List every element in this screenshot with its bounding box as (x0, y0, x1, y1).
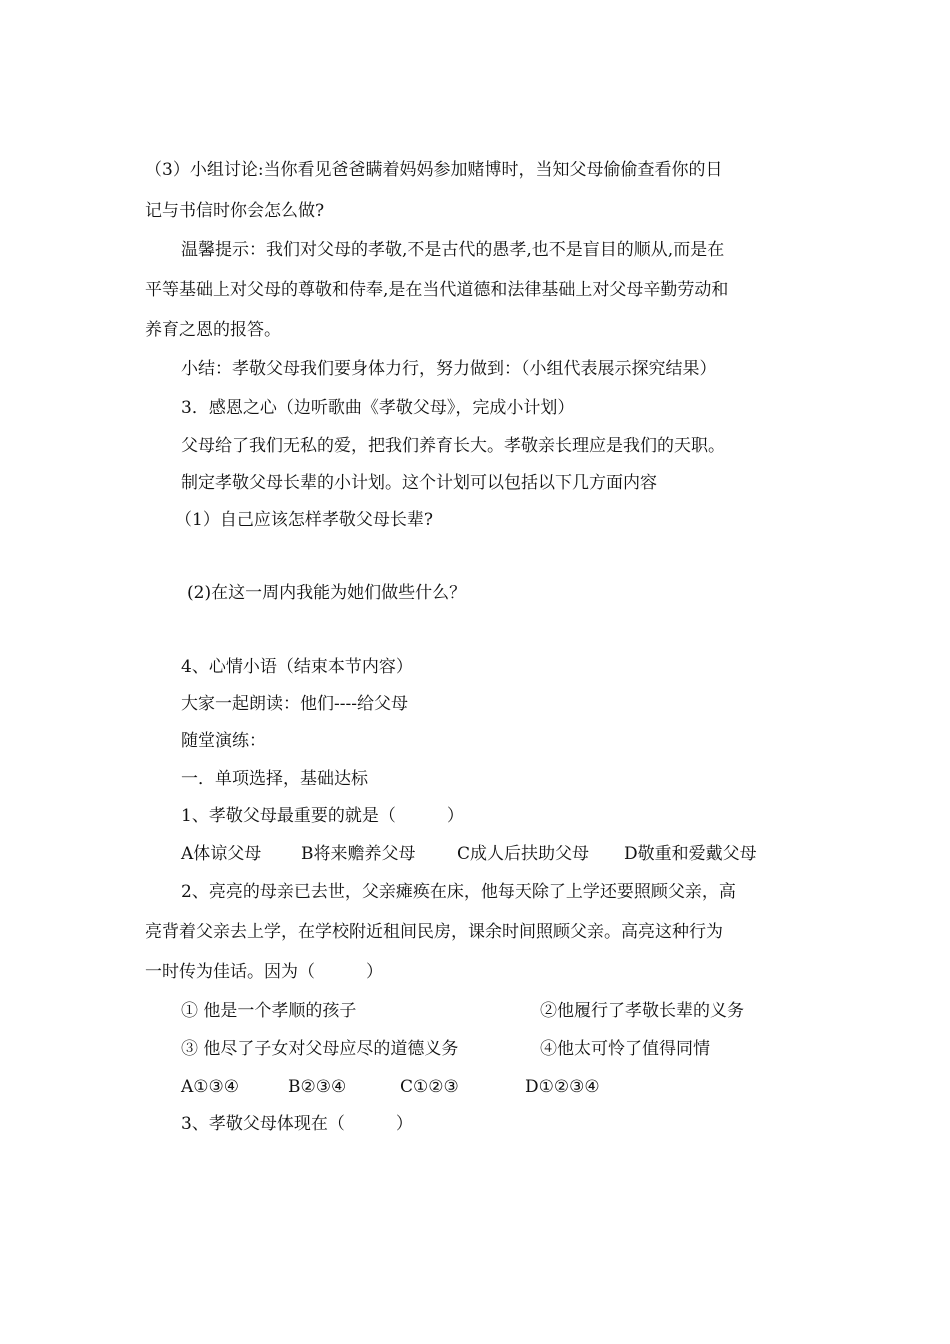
text-line: 记与书信时你会怎么做? (145, 201, 325, 221)
text-line: (2)在这一周内我能为她们做些什么？ (187, 583, 467, 603)
q2-option-a: A①③④ (181, 1077, 239, 1097)
text-line: 温馨提示：我们对父母的孝敬,不是古代的愚孝,也不是盲目的顺从,而是在 (181, 240, 725, 260)
q1-option-b: B将来赡养父母 (301, 844, 416, 864)
question-2: 2、亮亮的母亲已去世，父亲瘫痪在床，他每天除了上学还要照顾父亲，高 (181, 882, 736, 902)
question-1: 1、孝敬父母最重要的就是（ ） (181, 806, 464, 826)
text-line: 养育之恩的报答。 (145, 320, 281, 340)
q2-option-d: D①②③④ (525, 1077, 600, 1097)
q2-statement-4: ④他太可怜了值得同情 (540, 1039, 710, 1059)
text-line: 大家一起朗读：他们----给父母 (181, 694, 408, 714)
section-heading: 3．感恩之心（边听歌曲《孝敬父母》，完成小计划） (181, 398, 575, 418)
question-3: 3、孝敬父母体现在（ ） (181, 1114, 413, 1134)
q2-statement-3: ③ 他尽了子女对父母应尽的道德义务 (181, 1039, 459, 1059)
text-line: 制定孝敬父母长辈的小计划。这个计划可以包括以下几方面内容 (181, 473, 657, 493)
q2-option-c: C①②③ (400, 1077, 459, 1097)
section-heading: 4、心情小语（结束本节内容） (181, 657, 413, 677)
q1-option-a: A体谅父母 (181, 844, 262, 864)
text-line: 亮背着父亲去上学，在学校附近租间民房，课余时间照顾父亲。高亮这种行为 (145, 922, 723, 942)
text-line: （3）小组讨论:当你看见爸爸瞒着妈妈参加赌博时，当知父母偷偷查看你的日 (145, 160, 723, 180)
text-line: 随堂演练： (181, 731, 266, 751)
q2-option-b: B②③④ (288, 1077, 347, 1097)
q2-statement-1: ① 他是一个孝顺的孩子 (181, 1001, 357, 1021)
text-line: 小结：孝敬父母我们要身体力行，努力做到：（小组代表展示探究结果） (181, 359, 717, 379)
q2-statement-2: ②他履行了孝敬长辈的义务 (540, 1001, 744, 1021)
text-line: （1）自己应该怎样孝敬父母长辈? (175, 510, 433, 530)
text-line: 父母给了我们无私的爱，把我们养育长大。孝敬亲长理应是我们的天职。 (181, 436, 725, 456)
q1-option-d: D敬重和爱戴父母 (624, 844, 757, 864)
text-line: 平等基础上对父母的尊敬和侍奉,是在当代道德和法律基础上对父母辛勤劳动和 (145, 280, 729, 300)
section-heading: 一．单项选择，基础达标 (181, 769, 368, 789)
q1-option-c: C成人后扶助父母 (457, 844, 590, 864)
text-line: 一时传为佳话。因为（ ） (145, 962, 383, 982)
